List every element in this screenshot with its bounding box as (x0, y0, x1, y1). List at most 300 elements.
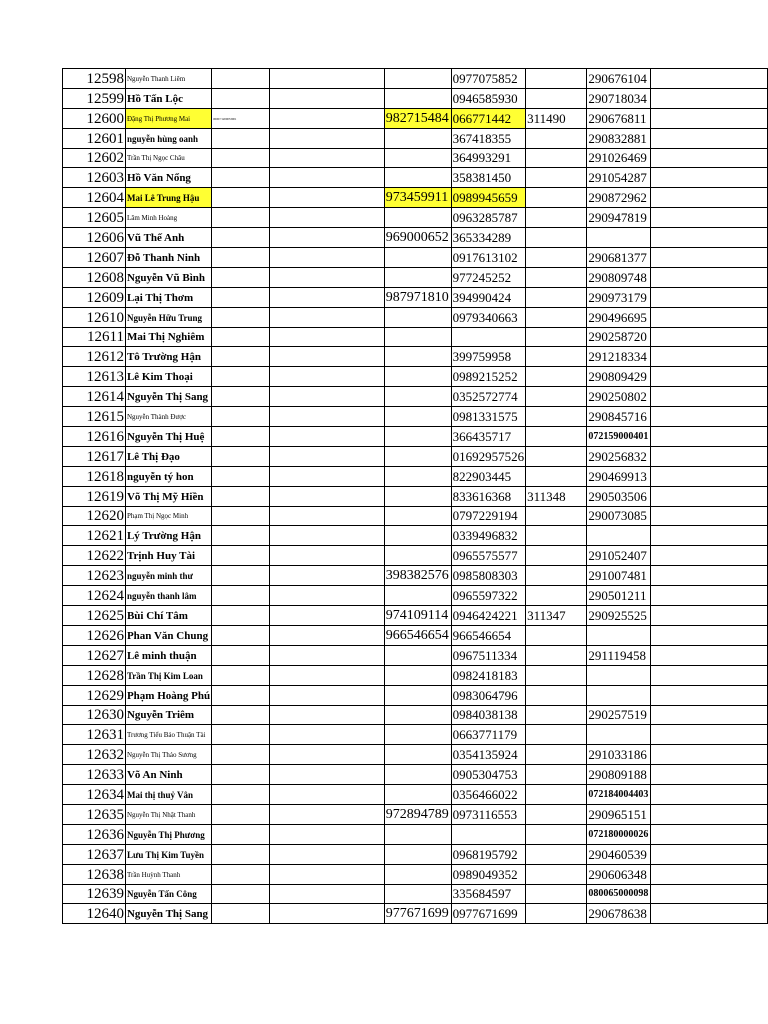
code-cell (269, 307, 384, 327)
id-number-cell (587, 526, 651, 546)
name-cell: Mai thị thuỷ Vân (125, 785, 211, 805)
extra-cell (526, 546, 587, 566)
id-number-cell (587, 665, 651, 685)
address-cell (651, 745, 768, 765)
account-cell (212, 407, 270, 427)
name-cell: Nguyễn Thị Sang (125, 387, 211, 407)
table-row (63, 228, 768, 248)
name-cell: Phạm Hoàng Phú (125, 685, 211, 705)
code-cell (269, 387, 384, 407)
phone1-cell (384, 685, 451, 705)
phone1-cell (384, 128, 451, 148)
code-cell (269, 526, 384, 546)
account-cell (212, 367, 270, 387)
account-cell (212, 307, 270, 327)
table-row (63, 824, 768, 844)
id-number-cell (587, 625, 651, 645)
address-cell (651, 506, 768, 526)
extra-cell (526, 367, 587, 387)
account-cell (212, 844, 270, 864)
table-row (63, 466, 768, 486)
extra-cell (526, 88, 587, 108)
phone2-cell (451, 824, 526, 844)
address-cell (651, 546, 768, 566)
address-cell (651, 347, 768, 367)
name-cell: Phan Văn Chung (125, 625, 211, 645)
phone1-cell (384, 765, 451, 785)
extra-cell: 311348 (526, 486, 587, 506)
code-cell (269, 69, 384, 89)
name-cell: nguyễn tý hon (125, 466, 211, 486)
address-cell (651, 606, 768, 626)
account-cell (212, 586, 270, 606)
extra-cell (526, 725, 587, 745)
code-cell (269, 446, 384, 466)
phone1-cell (384, 327, 451, 347)
id-number-cell: 290503506 (587, 486, 651, 506)
extra-cell (526, 148, 587, 168)
phone1-cell (384, 546, 451, 566)
id-number-cell: 290809748 (587, 267, 651, 287)
phone2-cell: 822903445 (451, 466, 526, 486)
table-row (63, 407, 768, 427)
phone1-cell (384, 347, 451, 367)
code-cell (269, 824, 384, 844)
phone2-cell: 833616368 (451, 486, 526, 506)
address-cell (651, 824, 768, 844)
account-cell (212, 287, 270, 307)
phone2-cell: 0946424221 (451, 606, 526, 626)
name-cell: Lê minh thuận (125, 645, 211, 665)
address-cell (651, 287, 768, 307)
code-cell (269, 586, 384, 606)
table-row (63, 427, 768, 447)
extra-cell (526, 566, 587, 586)
code-cell (269, 228, 384, 248)
name-cell: Nguyễn Thị Sang (125, 904, 211, 924)
account-cell (212, 506, 270, 526)
phone2-cell: 0984038138 (451, 705, 526, 725)
id-number-cell (587, 725, 651, 745)
row-id-cell: 12622 (63, 546, 126, 566)
code-cell (269, 606, 384, 626)
account-cell (212, 88, 270, 108)
extra-cell: 311347 (526, 606, 587, 626)
name-cell: Nguyễn Thành Được (125, 407, 211, 427)
phone1-cell (384, 387, 451, 407)
table-row (63, 69, 768, 89)
phone2-cell: 0965575577 (451, 546, 526, 566)
account-cell (212, 566, 270, 586)
row-id-cell: 12604 (63, 188, 126, 208)
row-id-cell: 12628 (63, 665, 126, 685)
table-row (63, 864, 768, 884)
code-cell (269, 327, 384, 347)
phone2-cell: 0985808303 (451, 566, 526, 586)
extra-cell (526, 466, 587, 486)
table-row (63, 108, 768, 128)
table-row (63, 128, 768, 148)
address-cell (651, 327, 768, 347)
table-row (63, 546, 768, 566)
phone2-cell: 364993291 (451, 148, 526, 168)
row-id-cell: 12629 (63, 685, 126, 705)
account-cell (212, 625, 270, 645)
extra-cell (526, 248, 587, 268)
name-cell: Trịnh Huy Tài (125, 546, 211, 566)
id-number-cell: 290469913 (587, 466, 651, 486)
address-cell (651, 267, 768, 287)
name-cell: Võ Thị Mỹ Hiền (125, 486, 211, 506)
name-cell: Lê Thị Đạo (125, 446, 211, 466)
name-cell: Nguyễn Thị Phương (125, 824, 211, 844)
account-cell (212, 904, 270, 924)
table-row (63, 586, 768, 606)
id-number-cell: 072184004403 (587, 785, 651, 805)
table-row (63, 347, 768, 367)
code-cell (269, 188, 384, 208)
phone1-cell (384, 148, 451, 168)
phone1-cell (384, 824, 451, 844)
address-cell (651, 566, 768, 586)
address-cell (651, 904, 768, 924)
code-cell (269, 745, 384, 765)
code-cell (269, 427, 384, 447)
account-cell (212, 228, 270, 248)
name-cell: Nguyễn Triêm (125, 705, 211, 725)
id-number-cell: 290832881 (587, 128, 651, 148)
code-cell (269, 864, 384, 884)
table-row (63, 188, 768, 208)
id-number-cell: 290973179 (587, 287, 651, 307)
phone1-cell (384, 208, 451, 228)
name-cell: Lê Kim Thoại (125, 367, 211, 387)
name-cell: nguyễn hùng oanh (125, 128, 211, 148)
account-cell (212, 526, 270, 546)
extra-cell: 311490 (526, 108, 587, 128)
id-number-cell: 290872962 (587, 188, 651, 208)
id-number-cell: 290073085 (587, 506, 651, 526)
account-cell (212, 208, 270, 228)
phone2-cell: 0946585930 (451, 88, 526, 108)
extra-cell (526, 287, 587, 307)
name-cell: Nguyễn Thị Nhật Thanh (125, 804, 211, 824)
phone2-cell: 0339496832 (451, 526, 526, 546)
phone1-cell: 972894789 (384, 804, 451, 824)
table-body (63, 69, 768, 924)
table-row (63, 486, 768, 506)
table-row (63, 904, 768, 924)
code-cell (269, 705, 384, 725)
id-number-cell: 290681377 (587, 248, 651, 268)
name-cell: Nguyễn Thanh Liêm (125, 69, 211, 89)
phone1-cell (384, 168, 451, 188)
row-id-cell: 12640 (63, 904, 126, 924)
name-cell: Mai Thị Nghiêm (125, 327, 211, 347)
account-cell (212, 884, 270, 904)
account-cell (212, 387, 270, 407)
phone1-cell (384, 785, 451, 805)
phone1-cell (384, 407, 451, 427)
phone1-cell (384, 466, 451, 486)
phone1-cell (384, 427, 451, 447)
name-cell: Nguyễn Thị Huệ (125, 427, 211, 447)
id-number-cell: 291218334 (587, 347, 651, 367)
id-number-cell: 290845716 (587, 407, 651, 427)
phone2-cell: 0989215252 (451, 367, 526, 387)
table-row (63, 287, 768, 307)
table-row (63, 307, 768, 327)
table-row (63, 168, 768, 188)
id-number-cell: 290678638 (587, 904, 651, 924)
row-id-cell: 12601 (63, 128, 126, 148)
name-cell: Trần Huỳnh Thanh (125, 864, 211, 884)
extra-cell (526, 844, 587, 864)
account-cell (212, 725, 270, 745)
id-number-cell: 291119458 (587, 645, 651, 665)
account-cell (212, 546, 270, 566)
extra-cell (526, 785, 587, 805)
code-cell (269, 884, 384, 904)
phone1-cell (384, 486, 451, 506)
account-cell (212, 427, 270, 447)
extra-cell (526, 327, 587, 347)
account-cell (212, 486, 270, 506)
code-cell (269, 804, 384, 824)
address-cell (651, 725, 768, 745)
address-cell (651, 685, 768, 705)
row-id-cell: 12603 (63, 168, 126, 188)
code-cell (269, 765, 384, 785)
phone2-cell: 335684597 (451, 884, 526, 904)
code-cell (269, 486, 384, 506)
phone2-cell: 0977075852 (451, 69, 526, 89)
phone2-cell: 066771442 (451, 108, 526, 128)
table-row (63, 327, 768, 347)
table-row (63, 625, 768, 645)
address-cell (651, 88, 768, 108)
table-row (63, 148, 768, 168)
phone2-cell: 358381450 (451, 168, 526, 188)
code-cell (269, 88, 384, 108)
address-cell (651, 248, 768, 268)
table-row (63, 606, 768, 626)
account-cell (212, 248, 270, 268)
phone1-cell (384, 725, 451, 745)
extra-cell (526, 267, 587, 287)
row-id-cell: 12627 (63, 645, 126, 665)
phone2-cell: 0965597322 (451, 586, 526, 606)
phone2-cell: 0967511334 (451, 645, 526, 665)
row-id-cell: 12608 (63, 267, 126, 287)
name-cell: Lại Thị Thơm (125, 287, 211, 307)
phone1-cell (384, 267, 451, 287)
name-cell: Mai Lê Trung Hậu (125, 188, 211, 208)
code-cell (269, 625, 384, 645)
address-cell (651, 844, 768, 864)
account-cell (212, 864, 270, 884)
phone2-cell: 0979340663 (451, 307, 526, 327)
code-cell (269, 844, 384, 864)
phone2-cell: 0982418183 (451, 665, 526, 685)
account-cell (212, 267, 270, 287)
code-cell (269, 785, 384, 805)
id-number-cell: 072180000026 (587, 824, 651, 844)
code-cell (269, 267, 384, 287)
row-id-cell: 12626 (63, 625, 126, 645)
row-id-cell: 12632 (63, 745, 126, 765)
row-id-cell: 12623 (63, 566, 126, 586)
row-id-cell: 12633 (63, 765, 126, 785)
row-id-cell: 12618 (63, 466, 126, 486)
extra-cell (526, 625, 587, 645)
extra-cell (526, 347, 587, 367)
code-cell (269, 148, 384, 168)
table-row (63, 248, 768, 268)
table-row (63, 367, 768, 387)
account-cell (212, 466, 270, 486)
extra-cell (526, 188, 587, 208)
row-id-cell: 12606 (63, 228, 126, 248)
id-number-cell: 290809429 (587, 367, 651, 387)
address-cell (651, 526, 768, 546)
table-row (63, 685, 768, 705)
phone2-cell: 966546654 (451, 625, 526, 645)
name-cell: Đỗ Thanh Ninh (125, 248, 211, 268)
phone1-cell: 398382576 (384, 566, 451, 586)
account-cell: 00007/1200053001 (212, 108, 270, 128)
phone1-cell (384, 88, 451, 108)
extra-cell (526, 128, 587, 148)
row-id-cell: 12610 (63, 307, 126, 327)
row-id-cell: 12613 (63, 367, 126, 387)
row-id-cell: 12616 (63, 427, 126, 447)
extra-cell (526, 427, 587, 447)
id-number-cell: 291026469 (587, 148, 651, 168)
address-cell (651, 804, 768, 824)
phone2-cell: 0356466022 (451, 785, 526, 805)
phone1-cell (384, 586, 451, 606)
extra-cell (526, 228, 587, 248)
extra-cell (526, 208, 587, 228)
account-cell (212, 804, 270, 824)
row-id-cell: 12607 (63, 248, 126, 268)
row-id-cell: 12602 (63, 148, 126, 168)
id-number-cell: 080065000098 (587, 884, 651, 904)
phone1-cell (384, 645, 451, 665)
phone1-cell: 982715484 (384, 108, 451, 128)
phone1-cell (384, 864, 451, 884)
phone1-cell: 987971810 (384, 287, 451, 307)
phone2-cell: 367418355 (451, 128, 526, 148)
extra-cell (526, 407, 587, 427)
id-number-cell: 290718034 (587, 88, 651, 108)
extra-cell (526, 506, 587, 526)
extra-cell (526, 824, 587, 844)
address-cell (651, 446, 768, 466)
phone2-cell: 0989945659 (451, 188, 526, 208)
code-cell (269, 407, 384, 427)
row-id-cell: 12609 (63, 287, 126, 307)
phone2-cell: 0981331575 (451, 407, 526, 427)
phone2-cell: 0983064796 (451, 685, 526, 705)
code-cell (269, 645, 384, 665)
address-cell (651, 785, 768, 805)
phone1-cell (384, 506, 451, 526)
code-cell (269, 208, 384, 228)
table-row (63, 804, 768, 824)
address-cell (651, 625, 768, 645)
account-cell (212, 665, 270, 685)
id-number-cell (587, 685, 651, 705)
id-number-cell: 290925525 (587, 606, 651, 626)
row-id-cell: 12598 (63, 69, 126, 89)
phone2-cell: 0797229194 (451, 506, 526, 526)
code-cell (269, 347, 384, 367)
extra-cell (526, 586, 587, 606)
name-cell: Hồ Văn Nổng (125, 168, 211, 188)
row-id-cell: 12638 (63, 864, 126, 884)
id-number-cell: 290256832 (587, 446, 651, 466)
phone1-cell (384, 705, 451, 725)
row-id-cell: 12599 (63, 88, 126, 108)
table-row (63, 387, 768, 407)
id-number-cell: 291052407 (587, 546, 651, 566)
extra-cell (526, 307, 587, 327)
extra-cell (526, 904, 587, 924)
address-cell (651, 128, 768, 148)
address-cell (651, 665, 768, 685)
phone2-cell: 0352572774 (451, 387, 526, 407)
phone2-cell: 0973116553 (451, 804, 526, 824)
extra-cell (526, 884, 587, 904)
account-cell (212, 188, 270, 208)
extra-cell (526, 804, 587, 824)
table-row (63, 645, 768, 665)
code-cell (269, 506, 384, 526)
name-cell: Nguyễn Hữu Trung (125, 307, 211, 327)
row-id-cell: 12611 (63, 327, 126, 347)
phone1-cell: 977671699 (384, 904, 451, 924)
phone2-cell: 0968195792 (451, 844, 526, 864)
code-cell (269, 108, 384, 128)
code-cell (269, 168, 384, 188)
table-row (63, 745, 768, 765)
account-cell (212, 824, 270, 844)
extra-cell (526, 387, 587, 407)
code-cell (269, 685, 384, 705)
address-cell (651, 188, 768, 208)
id-number-cell: 290676104 (587, 69, 651, 89)
phone1-cell (384, 307, 451, 327)
phone1-cell: 973459911 (384, 188, 451, 208)
row-id-cell: 12624 (63, 586, 126, 606)
phone1-cell (384, 446, 451, 466)
account-cell (212, 705, 270, 725)
name-cell: Trương Tiểu Bảo Thuận Tài (125, 725, 211, 745)
name-cell: Nguyễn Tấn Công (125, 884, 211, 904)
code-cell (269, 665, 384, 685)
extra-cell (526, 168, 587, 188)
extra-cell (526, 69, 587, 89)
name-cell: Bùi Chí Tâm (125, 606, 211, 626)
name-cell: Hồ Tấn Lộc (125, 88, 211, 108)
table-row (63, 506, 768, 526)
address-cell (651, 367, 768, 387)
name-cell: Đặng Thị Phương Mai (125, 108, 211, 128)
id-number-cell: 290676811 (587, 108, 651, 128)
table-row (63, 705, 768, 725)
